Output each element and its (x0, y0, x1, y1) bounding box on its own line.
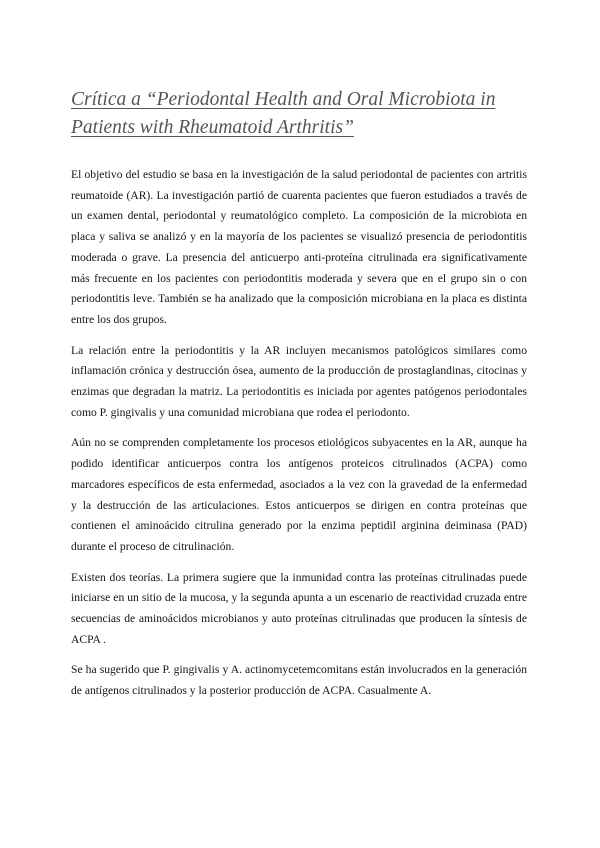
paragraph-etiology: Aún no se comprenden completamente los procesos etiológicos subyacentes en la AR, aunque ha podido identificar anticuerpos contra los antígenos proteicos citrulinados (ACPA) como marcadores específicos de esta enfermedad, asociados a la vez con la gravedad de la enfermedad y la destrucción de las articulaciones. Estos anticuerpos se dirigen en contra proteínas que contienen el aminoácido citrulina generado por la enzima peptidil arginina deiminasa (PAD) durante el proceso de citrulinación. (71, 436, 527, 553)
paragraph-theories: Existen dos teorías. La primera sugiere que la inmunidad contra las proteínas citrulinadas puede iniciarse en un sitio de la mucosa, y la segunda apunta a un escenario de reactividad cruzada entre secuencias de aminoácidos microbianos y auto proteínas citrulinadas que producen la síntesis de ACPA . (71, 570, 527, 646)
paragraph-relation: La relación entre la periodontitis y la AR incluyen mecanismos patológicos similares como inflamación crónica y destrucción ósea, aumento de la producción de prostaglandinas, citocinas y enzimas que degradan la matriz. La periodontitis es iniciada por agentes patógenos periodontales como P. gingivalis y una comunidad microbiana que rodea el periodonto. (71, 343, 527, 419)
paragraph-pathogens: Se ha sugerido que P. gingivalis y A. actinomycetemcomitans están involucrados en la generación de antígenos citrulinados y la posterior producción de ACPA. Casualmente A. (71, 663, 527, 698)
paragraph-objective: El objetivo del estudio se basa en la investigación de la salud periodontal de pacientes con artritis reumatoide (AR). La investigación partió de cuarenta pacientes que fueron estudiados a través de un examen dental, periodontal y reumatológico completo. La composición de la microbiota en placa y saliva se analizó y en la mayoría de los pacientes se visualizó presencia de periodontitis moderada o grave. La presencia del anticuerpo anti-proteína citrulinada era significativamente más frecuente en los pacientes con periodontitis moderada y severa que en el grupo sin o con periodontitis leve. También se ha analizado que la composición microbiana en la placa es distinta entre los dos grupos. (71, 168, 527, 326)
document-body (71, 165, 527, 712)
document-title: Crítica a “Periodontal Health and Oral Microbiota in Patients with Rheumatoid Arthritis” (71, 89, 496, 138)
